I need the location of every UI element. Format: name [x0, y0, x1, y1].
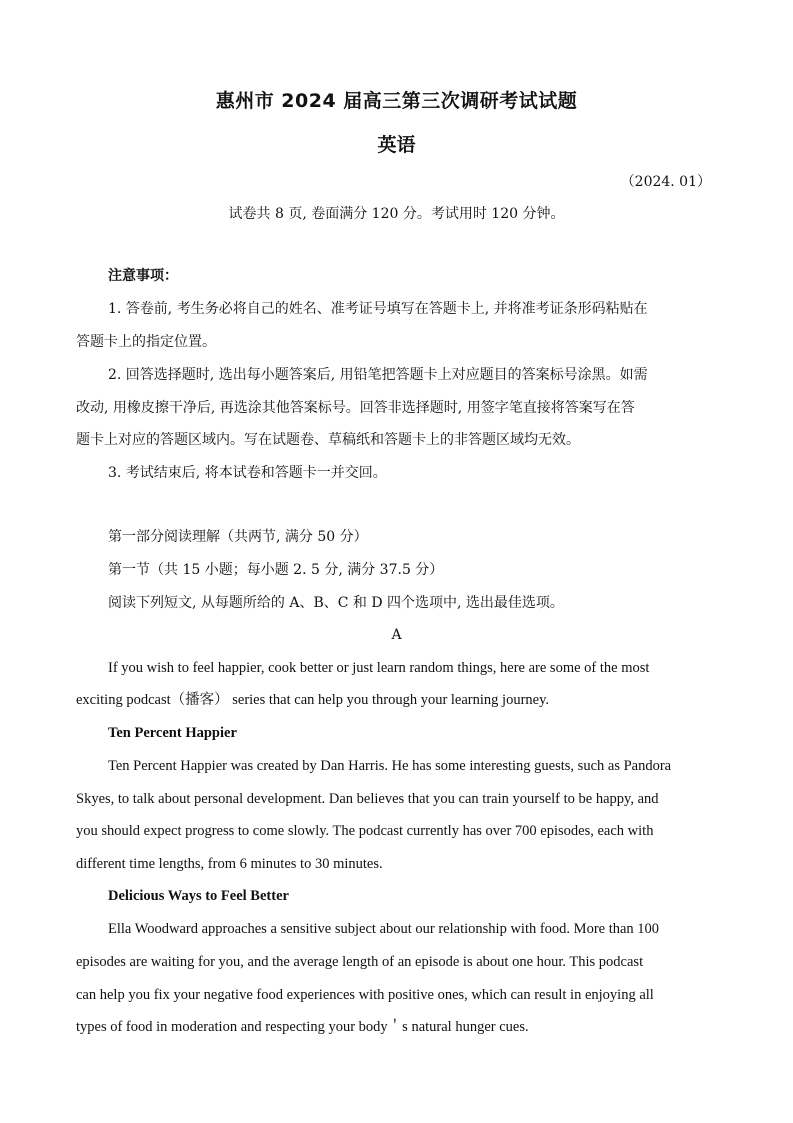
- instruction-text: 阅读下列短文, 从每题所给的 A、B、C 和 D 四个选项中, 选出最佳选项。: [108, 595, 564, 611]
- notice-item-1: 1. 答卷前, 考生务必将自己的姓名、准考证号填写在答题卡上, 并将准考证条形码粘贴在: [108, 301, 648, 317]
- subject-title: 英语: [377, 134, 416, 156]
- podcast-2-text-cont: episodes are waiting for you, and the average length of an episode is about one hour. This podcast: [76, 954, 644, 970]
- passage-label: A: [391, 627, 402, 643]
- exam-date: （2024. 01）: [620, 174, 711, 190]
- notice-item-2-cont: 改动, 用橡皮擦干净后, 再选涂其他答案标号。回答非选择题时, 用签字笔直接将答案写在答: [76, 400, 635, 416]
- exam-info: 试卷共 8 页, 卷面满分 120 分。考试用时 120 分钟。: [228, 206, 565, 222]
- notice-item-3: 3. 考试结束后, 将本试卷和答题卡一并交回。: [108, 465, 387, 481]
- notice-item-2-cont-2: 题卡上对应的答题区域内。写在试题卷、草稿纸和答题卡上的非答题区域均无效。: [76, 432, 580, 448]
- podcast-2-text: Ella Woodward approaches a sensitive subject about our relationship with food. More than 100: [108, 921, 660, 937]
- notice-heading: 注意事项：: [108, 268, 178, 284]
- part1-heading: 第一部分阅读理解（共两节, 满分 50 分）: [108, 529, 368, 545]
- podcast-heading-2: Delicious Ways to Feel Better: [108, 888, 289, 904]
- passage-intro-cont: exciting podcast（播客） series that can help you through your learning journey.: [76, 692, 550, 708]
- podcast-1-text-cont-3: different time lengths, from 6 minutes to 30 minutes.: [76, 856, 383, 872]
- passage-intro: If you wish to feel happier, cook better or just learn random things, here are some of the most: [108, 660, 650, 676]
- podcast-2-text-cont-2: can help you fix your negative food experiences with positive ones, which can result in enjoying all: [76, 987, 654, 1003]
- notice-item-1-cont: 答题卡上的指定位置。: [76, 334, 216, 350]
- notice-item-2: 2. 回答选择题时, 选出每小题答案后, 用铅笔把答题卡上对应题目的答案标号涂黑。如需: [108, 367, 648, 383]
- exam-title: 惠州市 2024 届高三第三次调研考试试题: [215, 90, 578, 112]
- podcast-1-text: Ten Percent Happier was created by Dan Harris. He has some interesting guests, such as Pandora: [108, 758, 672, 774]
- podcast-heading-1: Ten Percent Happier: [108, 725, 237, 741]
- section1-heading: 第一节（共 15 小题；每小题 2. 5 分, 满分 37.5 分）: [108, 562, 444, 578]
- podcast-1-text-cont-2: you should expect progress to come slowly. The podcast currently has over 700 episodes, each with: [76, 823, 654, 839]
- podcast-2-text-cont-3: types of food in moderation and respecting your body＇s natural hunger cues.: [76, 1019, 529, 1035]
- podcast-1-text-cont: Skyes, to talk about personal development. Dan believes that you can train yourself to be happy, and: [76, 791, 659, 807]
